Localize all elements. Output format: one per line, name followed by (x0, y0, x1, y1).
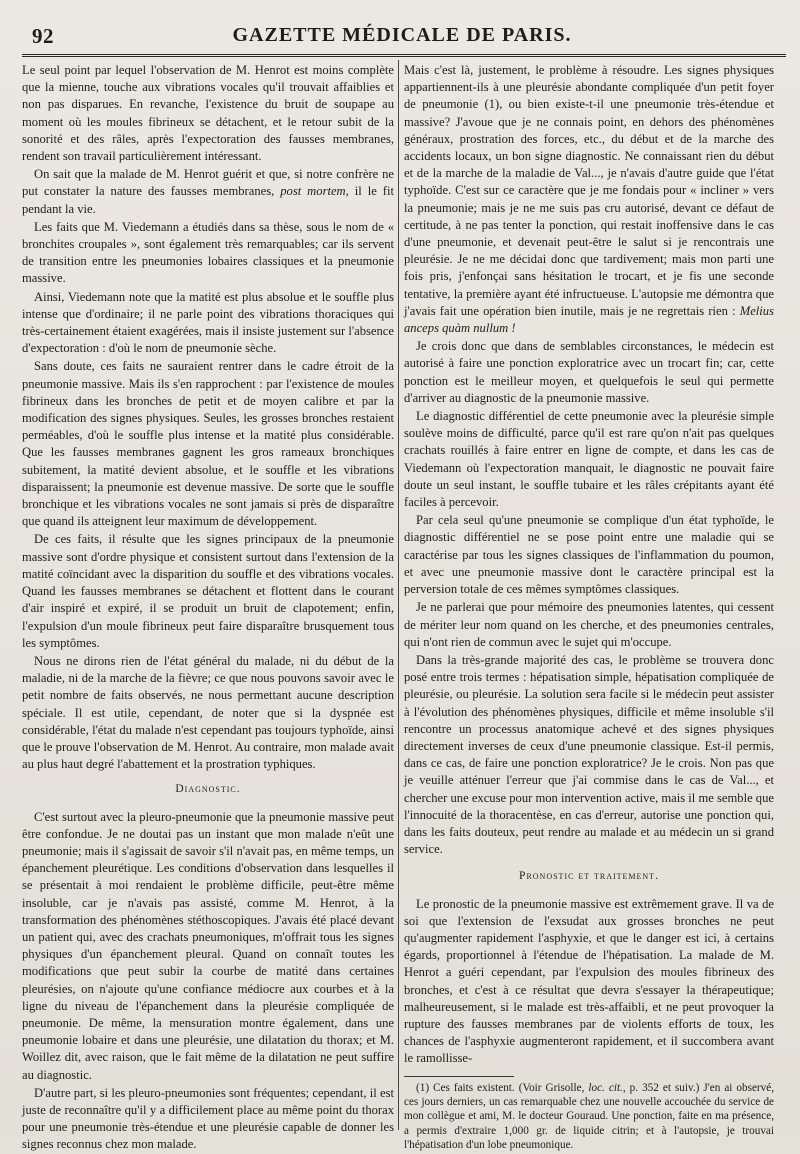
column-divider (398, 60, 399, 1130)
paragraph: On sait que la malade de M. Henrot guérit et que, si notre confrère ne put constater la nature des fausses membranes, post mortem, il le fit pendant la vie. (22, 167, 394, 216)
footnote: (1) Ces faits existent. (Voir Grisolle, loc. cit., p. 352 et suiv.) J'en ai observé, ces jours derniers, un cas remarquable chez une nouvelle accouchée du service de mon collègue et ami, M. le docteur Gouraud. Une ponction, faite en ma présence, a permis d'extraire 1,000 gr. de liquide citrin; et à l'autopsie, je trouvai l'hépatisation d'un lobe pneumonique. (404, 1081, 775, 1152)
paragraph: Je crois donc que dans de semblables circonstances, le médecin est autorisé à faire une ponction exploratrice avec un trocart fin; car, cette ponction est le meilleur moyen, et quelquefois le seul qui permette d'arriver au diagnostic de la pneumonie massive. (404, 339, 774, 405)
header-rule (22, 54, 786, 57)
paragraph: Dans la très-grande majorité des cas, le problème se trouvera donc posé entre trois termes : hépatisation simple, hépatisation compliquée de pleurésie, ou pleurésie. La solution sera facile si le médecin peut assister à l'évolution des phénomènes physiques, difficile et même insoluble s'il rencontre un processus anatomique achevé et des signes physiques directement inverses de ceux d'une pneumonie classique. Est-il permis, dans ce cas, de faire une ponction exploratrice? Je le crois. Non pas que je veuille atténuer l'erreur que j'ai commise dans le cas de Val..., et chercher une excuse pour mon intervention active, mais il me semble que l'innocuité de la thoracentèse, en cas d'erreur, autorise une ponction qui, dans les faits douteux, peut rendre au malade et au médecin un si grand service. (404, 652, 774, 857)
page-number: 92 (32, 24, 54, 48)
section-heading-diagnostic: Diagnostic. (175, 783, 241, 796)
paragraph: Le diagnostic différentiel de cette pneumonie avec la pleurésie simple soulève moins de difficulté, parce qu'il est rare qu'on n'ait pas quelques crachats rouillés à faire entrer en ligne de compte, et dans les cas de Viedemann où l'expectoration manquait, le diagnostic ne pouvait faire doute un seul instant, le souffle tubaire et les râles crépitants ayant été faciles à percevoir. (404, 409, 774, 510)
paragraph: Nous ne dirons rien de l'état général du malade, ni du début de la maladie, ni de la marche de la fièvre; ce que nous pouvons savoir avec le petit nombre de faits observés, ne nous permettant aucune description spéciale. Il est utile, cependant, de noter que si la dyspnée est considérable, l'état du malade n'est cependant pas toujours typhoïde, ainsi que le prouve l'observation de M. Henrot. Au contraire, mon malade avait au plus haut degré l'abattement et la prostration typhiques. (22, 653, 394, 772)
paragraph: D'autre part, si les pleuro-pneumonies sont fréquentes; cependant, il est juste de reconnaître qu'il y a difficilement place au même point du thorax pour une pneumonie très-étendue et une pleurésie capable de donner les signes reconnus chez mon malade. (22, 1085, 394, 1152)
paragraph: Les faits que M. Viedemann a étudiés dans sa thèse, sous le nom de « bronchites croupales », sont également très remarquables; car ils servent de transition entre les pneumonies lobaires classiques et la pneumonie massive. (22, 219, 394, 286)
page-header (22, 24, 782, 54)
left-column (22, 62, 394, 1154)
paragraph: Sans doute, ces faits ne sauraient rentrer dans le cadre étroit de la pneumonie massive. Mais ils s'en rapprochent : par l'existence de moules fibrineux dans les bronches de petit et de moyen calibre et par la modification des signes physiques. Seules, les grosses bronches restaient perméables, d'où le souffle plus intense et la matité plus considérable. Que les fausses membranes gagnent les gros rameaux bronchiques subitement, la matité devient absolue, et le souffle et les vibrations disparaissent; la pneumonie est devenue massive. De sorte que le souffle bronchique et les vibrations vocales ne sont jamais si près de disparaître que quand ils atteignent leur maximum de développement. (22, 359, 394, 529)
paragraph: Je ne parlerai que pour mémoire des pneumonies latentes, qui cessent de mériter leur nom quand on les cherche, et des pneumonies centrales, qui n'ont rien de commun avec le sujet qui m'occupe. (404, 600, 774, 649)
section-heading-pronostic: Pronostic et traitement. (519, 870, 659, 883)
journal-title: GAZETTE MÉDICALE DE PARIS. (232, 24, 572, 46)
footnote-rule (404, 1076, 514, 1077)
paragraph: Mais c'est là, justement, le problème à résoudre. Les signes physiques appartiennent-ils à une pleurésie abondante compliquée d'un petit foyer de pneumonie (1), ou bien existe-t-il une pneumonie très-étendue et massive? J'avoue que je ne connais point, en dehors des phénomènes généraux, prostration des forces, etc., du début et de la marche des accidents locaux, un bon signe diagnostic. Ne connaissant rien du début et de la marche de la maladie de Val..., je n'avais d'autre guide que l'état typhoïde. C'est sur ce caractère que je me fondais pour « incliner » vers la pneumonie; mais je ne me suis pas cru autorisé, devant ce défaut de certitude, à ne pas tenter la ponction, qui restait inoffensive dans le cas d'une pneumonie, et devenait peut-être le salut si je rencontrais une pleurésie. Je ne me décidai donc que tardivement; mais mon parti une fois pris, j'enfonçai sans hésitation le trocart, et je fis une seconde tentative, la première ayant été infructueuse. L'autopsie me démontra que j'avais fait une opération bien inutile, mais je ne regrettais rien : Melius anceps quàm nullum ! (404, 63, 774, 336)
right-column (404, 62, 774, 1153)
paragraph: Par cela seul qu'une pneumonie se complique d'un état typhoïde, le diagnostic différentiel ne se pose point entre une maladie qui se caractérise par tous les signes classiques de l'inflammation du poumon, et avec une pneumonie massive dont le caractère principal est la perversion totale de ces mêmes symptômes classiques. (404, 513, 774, 597)
paragraph: Le seul point par lequel l'observation de M. Henrot est moins complète que la mienne, touche aux vibrations vocales qu'il trouvait affaiblies et non pas disparues. En revanche, l'existence du bruit de soupape au moment où les moules fibrineux se détachent, et le retour subit de la sonorité et des râles, après l'expectoration des fausses membranes, rendent son travail particulièrement intéressant. (22, 63, 394, 164)
paragraph: C'est surtout avec la pleuro-pneumonie que la pneumonie massive peut être confondue. Je ne doutai pas un instant que mon malade n'eût une pneumonie; mais il s'agissait de savoir s'il n'avait pas, en même temps, un épanchement pleurétique. Les conditions d'observation dans lesquelles il se présentait à moi rendaient le problème difficile, peut-être même insoluble, car je n'avais pas assisté, comme M. Henrot, à la transformation des phénomènes stéthoscopiques. J'avais été placé devant un patient qui, avec des crachats pneumoniques, m'offrait tous les signes physiques d'un épanchement pleural. Quand on connaît toutes les modifications que peut subir la courbe de matité dans certaines pleurésies, on n'ajoute qu'une confiance médiocre aux courbes et à la ligne du niveau de l'épanchement dans la pleurésie compliquée de pneumonie. De même, la mensuration montre également, dans une pneumonie lobaire et dans une pleurésie, une dilatation du thorax; et M. Woillez dit, avec raison, que le fait même de la dilatation ne peut suffire au diagnostic. (22, 809, 394, 1082)
paragraph: Le pronostic de la pneumonie massive est extrêmement grave. Il va de soi que l'extension de l'exsudat aux grosses bronches ne peut qu'augmenter rapidement l'asphyxie, et que le danger est ici, à certains égards, proportionnel à l'étendue de l'hépatisation. La malade de M. Henrot a guéri cependant, par l'expulsion des moules fibrineux des bronches, et c'est à ce résultat que devra s'essayer la thérapeutique; malheureusement, si le malade est très-affaibli, et ne peut provoquer la rupture des fausses membranes par de violents efforts de toux, les chances de l'asphyxie augmenteront rapidement, et il succombera avant le ramollisse- (404, 896, 774, 1066)
paragraph: Ainsi, Viedemann note que la matité est plus absolue et le souffle plus intense que d'ordinaire; il ne parle point des vibrations thoraciques qui très-certainement étaient exagérées, mais il insiste justement sur l'absence d'expectoration : d'où le nom de pneumonie sèche. (22, 289, 394, 356)
paragraph: De ces faits, il résulte que les signes principaux de la pneumonie massive sont d'ordre physique et consistent surtout dans l'extension de la matité coïncidant avec la disparition du souffle et des vibrations vocales. Quand les fausses membranes se détachent et flottent dans le courant d'air inspiré et expiré, il se produit un bruit de clapotement; enfin, l'expulsion d'un moule fibrineux peut faire disparaître brusquement tous les symptômes. (22, 532, 394, 650)
